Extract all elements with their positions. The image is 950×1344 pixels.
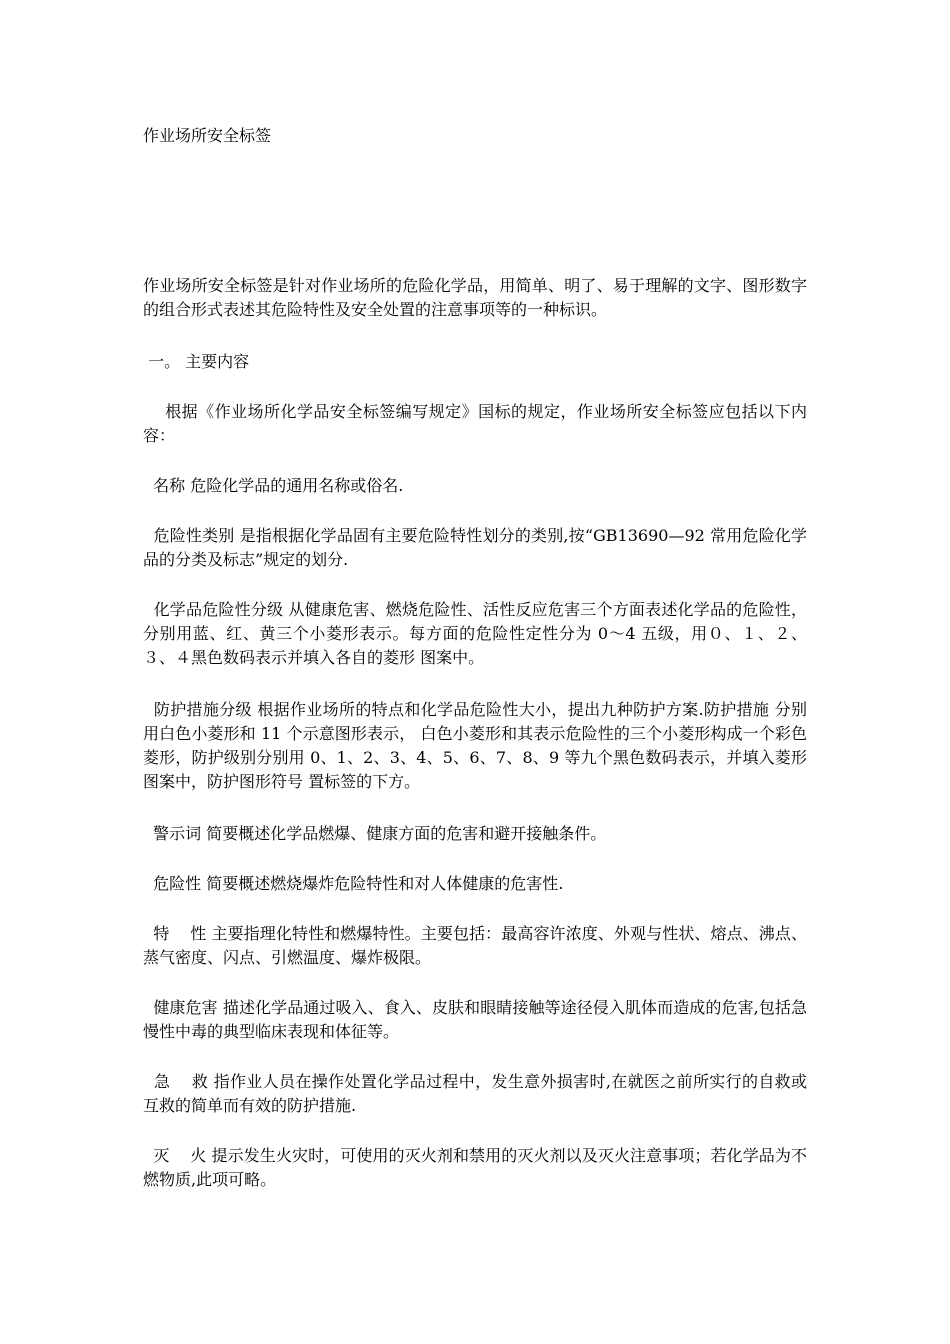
document-title: 作业场所安全标签: [143, 126, 272, 145]
paragraph-health-hazard: 健康危害 描述化学品通过吸入、食入、皮肤和眼睛接触等途径侵入肌体而造成的危害,包括急慢性中毒的典型临床表现和体征等。: [143, 998, 807, 1041]
paragraph-warning-word: 警示词 简要概述化学品燃爆、健康方面的危害和避开接触条件。: [143, 824, 607, 843]
paragraph-properties: 特 性 主要指理化特性和燃爆特性。主要包括：最高容许浓度、外观与性状、熔点、沸点、蒸气密度、闪点、引燃温度、爆炸极限。: [143, 924, 808, 967]
paragraph-intro: 作业场所安全标签是针对作业场所的危险化学品，用简单、明了、易于理解的文字、图形数字的组合形式表述其危险特性及安全处置的注意事项等的一种标识。: [143, 276, 807, 319]
paragraph-hazard-grading: 化学品危险性分级 从健康危害、燃烧危险性、活性反应危害三个方面表述化学品的危险性，分别用蓝、红、黄三个小菱形表示。每方面的危险性定性分为 0～4 五级，用０、１、２、３、４黑色数码表示并填入各自的菱形 图案中。: [143, 600, 807, 667]
paragraph-firefighting: 灭 火 提示发生火灾时，可使用的灭火剂和禁用的灭火剂以及灭火注意事项；若化学品为不燃物质,此项可略。: [143, 1146, 808, 1189]
paragraph-name: 名称 危险化学品的通用名称或俗名.: [143, 476, 404, 495]
paragraph-hazard: 危险性 简要概述燃烧爆炸危险特性和对人体健康的危害性.: [143, 874, 564, 893]
section-heading-main-content: 一。 主要内容: [143, 352, 250, 371]
paragraph-first-aid: 急 救 指作业人员在操作处置化学品过程中，发生意外损害时,在就医之前所实行的自救或互救的简单而有效的防护措施.: [143, 1072, 807, 1115]
paragraph-regulation: 根据《作业场所化学品安全标签编写规定》国标的规定，作业场所安全标签应包括以下内容：: [143, 402, 807, 445]
paragraph-hazard-category: 危险性类别 是指根据化学品固有主要危险特性划分的类别,按“GB13690—92 常用危险化学品的分类及标志”规定的划分.: [143, 526, 807, 569]
paragraph-protection-grading: 防护措施分级 根据作业场所的特点和化学品危险性大小，提出九种防护方案.防护措施 分别用白色小菱形和 11 个示意图形表示， 白色小菱形和其表示危险性的三个小菱形构成一个彩色菱形，防护级别分别用 0、1、2、3、4、5、6、7、8、9 等九个黑色数码表示，并填入菱形图案中，防护图形符号 置标签的下方。: [143, 700, 808, 791]
